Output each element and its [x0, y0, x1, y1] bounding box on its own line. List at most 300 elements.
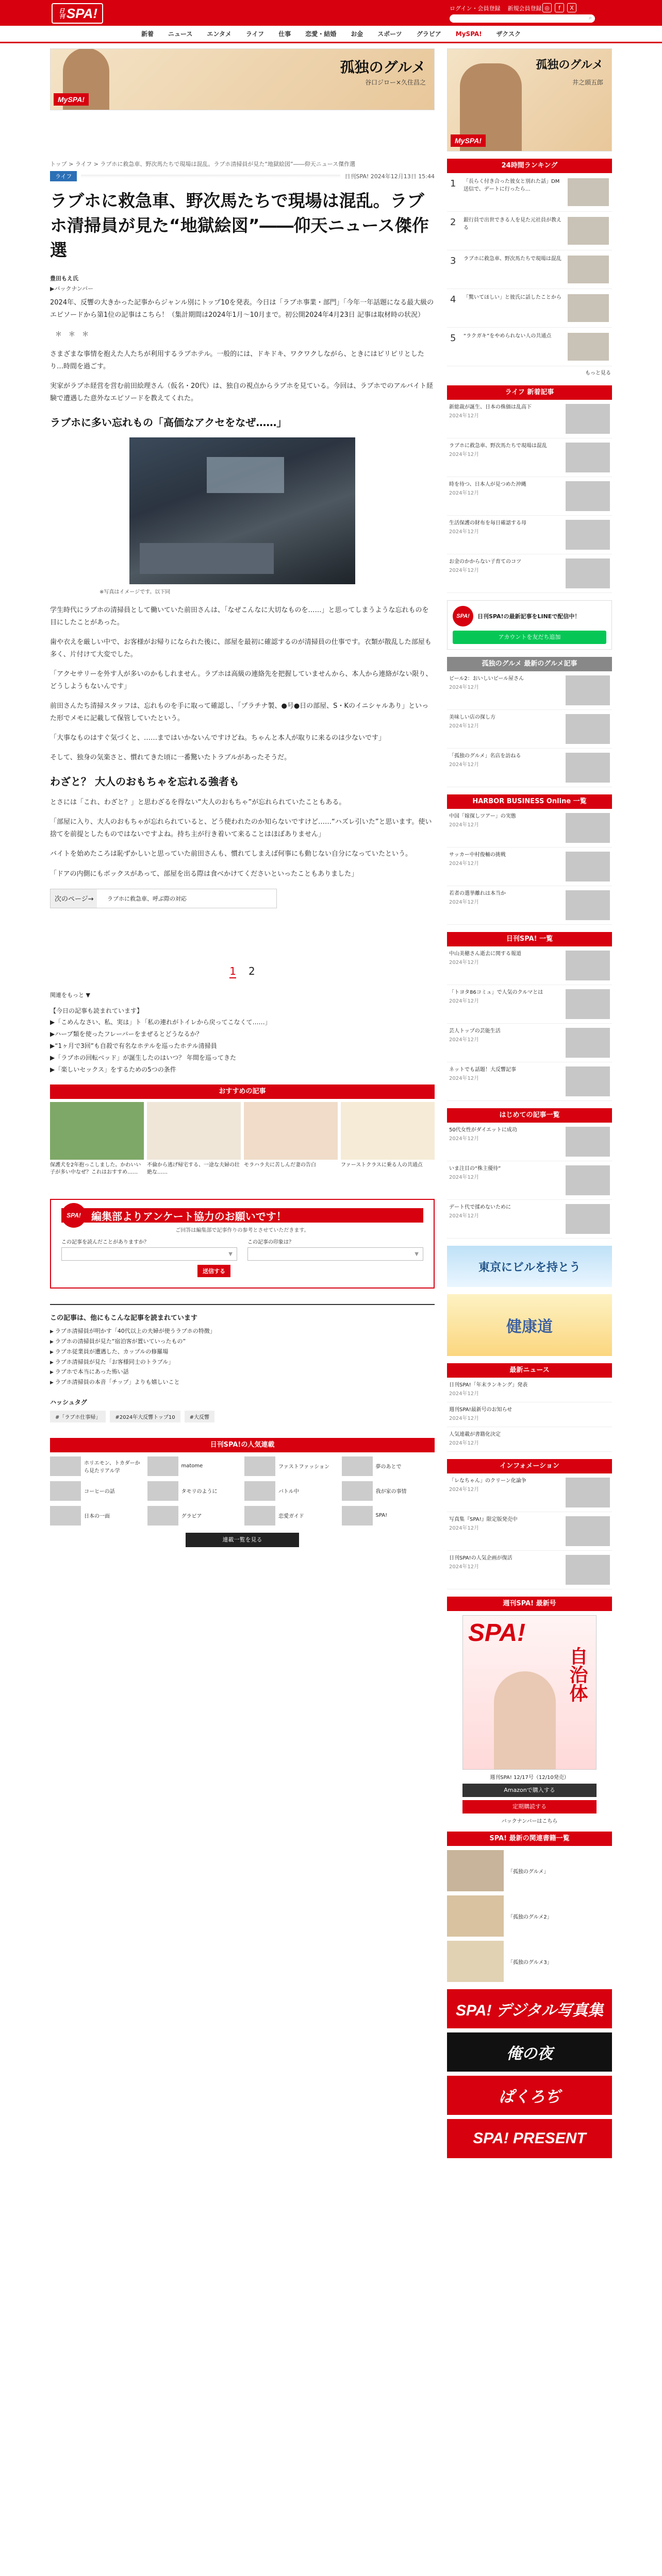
recommend-text: ファーストクラスに乗る人の共通点 [341, 1162, 423, 1168]
cover-person [494, 1671, 556, 1769]
info-item-title: 写真集『SPA!』限定版発売中 [449, 1517, 518, 1522]
ad-text: 健康道 [506, 1318, 553, 1336]
harbor-title: HARBOR BUSINESS Online 一覧 [447, 794, 612, 809]
ranking-item[interactable] [447, 173, 612, 212]
nav-life[interactable]: ライフ [245, 30, 264, 38]
first-item-title: デート代で揉めないために [449, 1205, 511, 1210]
popular-more-button[interactable]: 連載一覧を見る [186, 1533, 299, 1547]
harbor-item-title: 中国「嫁探しツアー」の実態 [449, 814, 516, 819]
book-item[interactable] [447, 1941, 612, 1982]
related-link[interactable]: ▶「ラブホの回転ベッド」が誕生したのはいつ？ 年間を巡ってきた [50, 1054, 237, 1061]
popular-item[interactable] [342, 1481, 435, 1501]
harbor-item-title: 若者の選挙離れは本当か [449, 891, 506, 896]
hot-item-title: ネットでも話題！大反響記事 [449, 1067, 516, 1073]
mag-news-date: 2024年12月 [449, 1440, 479, 1446]
gourmet-thumb [566, 714, 610, 744]
news-date: 2024年12月 [449, 567, 479, 573]
recommend-thumb [50, 1102, 144, 1160]
paragraph: 学生時代にラブホの清掃員として働いていた前田さんは、「なぜこんなに大切なものを……」と思ってしまうような忘れものを目にしたことがあった。 [50, 606, 429, 626]
paragraph: 2024年、反響の大きかった記事からジャンル別にトップ10を発表。今日は「ラブホ事業・部門」「今年一年話題になる最大級のエピソードから第1位の記事はこちら！（集計期間は2024年1月〜10月まで。初公開2024年4月23日 記事は取材時の状況） [50, 298, 434, 319]
category-line [81, 175, 340, 178]
top-banner[interactable] [50, 48, 435, 110]
popular-label: 日本の一面 [84, 1514, 110, 1520]
popular-title: 日刊SPA!の人気連載 [50, 1438, 435, 1452]
info-item[interactable] [447, 1512, 612, 1551]
hot-item[interactable] [447, 1062, 612, 1101]
ranking-title: 24時間ランキング [447, 159, 612, 173]
harbor-date: 2024年12月 [449, 822, 479, 828]
gourmet-date: 2024年12月 [449, 723, 479, 729]
news-date: 2024年12月 [449, 413, 479, 419]
info-item[interactable] [447, 1473, 612, 1512]
gourmet-item-title: 「孤独のグルメ」名店を訪ねる [449, 753, 521, 759]
nav-work[interactable]: 仕事 [278, 30, 291, 38]
gourmet-date: 2024年12月 [449, 761, 479, 768]
rank-thumb [568, 217, 609, 245]
gourmet-box [447, 657, 612, 787]
mag-news-item-title: 週刊SPA!最新号のお知らせ [449, 1407, 512, 1413]
rank-number: 5 [450, 333, 456, 344]
mag-news-title: 最新ニュース [447, 1363, 612, 1378]
rank-number: 2 [450, 217, 456, 228]
hot-date: 2024年12月 [449, 959, 479, 965]
next-label: 次のページ→ [51, 889, 97, 908]
recommend-item[interactable] [147, 1102, 241, 1176]
hot-item[interactable] [447, 985, 612, 1024]
survey-q2-label: この記事の印象は？ [247, 1240, 294, 1246]
recommend-item[interactable] [50, 1102, 144, 1176]
popular-label: SPA! [375, 1513, 388, 1519]
rank-text: 銀行員で出世できる人を見た元社員が教える [464, 217, 561, 231]
survey-q1 [61, 1238, 237, 1261]
logo-text: SPA! [66, 5, 98, 21]
survey-row [61, 1238, 423, 1261]
latest-issue-title: 週刊SPA! 最新号 [447, 1597, 612, 1611]
register-link[interactable]: 新規会員登録 [507, 5, 542, 12]
banner-badge: MySPA! [54, 93, 89, 106]
hashtag[interactable]: #大反響 [185, 1411, 214, 1422]
news-title: お金のかからない子育てのコツ [449, 559, 521, 565]
category-badge[interactable]: ライフ [50, 171, 77, 181]
survey-send-button[interactable]: 送信する [197, 1265, 230, 1277]
rank-thumb [568, 294, 609, 322]
popular-item[interactable] [244, 1456, 338, 1476]
books-title: SPA! 最新の関連書籍一覧 [447, 1832, 612, 1846]
ranking-item[interactable] [447, 250, 612, 289]
mag-news-text [449, 1382, 610, 1398]
new-articles-title: ライフ 新着記事 [447, 385, 612, 400]
nav-new[interactable]: 新着 [141, 30, 154, 38]
section-heading: わざと？ 大人のおもちゃを忘れる強者も [50, 775, 239, 788]
first-box [447, 1108, 612, 1239]
nav-myspa[interactable]: MySPA! [455, 30, 482, 38]
popular-label: ホリエモン、トカダーから見たリアル学 [84, 1460, 140, 1474]
news-text [449, 558, 562, 588]
gourmet-item[interactable] [447, 671, 612, 710]
rank-thumb [568, 333, 609, 361]
first-item-title: 50代女性がダイエットに成功 [449, 1127, 517, 1133]
hot-text [449, 1066, 562, 1096]
mag-news-text [449, 1406, 610, 1422]
popular-item[interactable] [244, 1481, 338, 1501]
related-heading: 【今日の記事も読まれています】 [50, 1007, 143, 1014]
page-1[interactable]: 1 [229, 964, 236, 977]
hot-date: 2024年12月 [449, 998, 479, 1004]
info-date: 2024年12月 [449, 1564, 479, 1570]
harbor-box [447, 794, 612, 925]
rank-number: 1 [450, 178, 456, 189]
first-item[interactable] [447, 1161, 612, 1200]
popular-thumb [244, 1456, 275, 1476]
backnumber-link[interactable]: ▶バックナンバー [50, 285, 94, 292]
book-title: 「孤独のグルメ」 [508, 1869, 549, 1875]
new-articles-box [447, 385, 612, 593]
nav-zakusuku[interactable]: ザクスク [496, 30, 521, 38]
mag-news-item[interactable] [447, 1427, 612, 1452]
popular-item[interactable] [342, 1456, 435, 1476]
info-item[interactable] [447, 1551, 612, 1589]
ranking-box [447, 159, 612, 378]
popular-label: グラビア [181, 1514, 202, 1520]
info-date: 2024年12月 [449, 1525, 479, 1531]
popular-item[interactable] [147, 1506, 241, 1526]
popular-label: 夢のあとで [375, 1464, 402, 1470]
info-thumb [566, 1478, 610, 1507]
amazon-buy-button[interactable]: Amazonで購入する [462, 1784, 597, 1797]
harbor-item[interactable] [447, 848, 612, 886]
news-text [449, 404, 562, 434]
gourmet-item-title: 美味しい店の探し方 [449, 715, 495, 720]
sns-icons [542, 3, 576, 12]
line-logo: SPA! [453, 606, 473, 626]
popular-thumb [147, 1506, 178, 1526]
news-text [449, 520, 562, 550]
hot-thumb [566, 951, 610, 980]
ranking-item[interactable] [447, 328, 612, 366]
photo-caption: ※写真はイメージです。以下同 [100, 589, 171, 595]
recommend-text: モラハラ夫に苦しんだ妻の告白 [244, 1162, 316, 1168]
popular-item[interactable] [244, 1506, 338, 1526]
hot-text [449, 989, 562, 1019]
recommend-item[interactable] [244, 1102, 338, 1176]
popular-thumb [342, 1481, 373, 1501]
popular-thumb [147, 1481, 178, 1501]
recommend-item[interactable] [341, 1102, 435, 1176]
mag-news-item-title: 日刊SPA!「年末ランキング」発表 [449, 1382, 528, 1388]
info-title: インフォメーション [447, 1459, 612, 1473]
ad-block-1[interactable] [447, 1246, 612, 1287]
page-2[interactable]: 2 [249, 964, 255, 977]
article-body-3 [50, 796, 435, 880]
paragraph: 歯や衣えを厳しい中で、お客様がお帰りになられた後に、部屋を最初に確認するのが清掃員の仕事です。衣類が散乱した部屋も多く、片付けて大変でした。 [50, 638, 432, 658]
mag-news-date: 2024年12月 [449, 1415, 479, 1421]
recommend-list [50, 1102, 435, 1176]
article-body-1 [50, 297, 435, 405]
nav-love[interactable]: 恋愛・結婚 [305, 30, 337, 38]
main-column [50, 48, 435, 2158]
news-thumb [566, 443, 610, 472]
info-thumb [566, 1555, 610, 1585]
popular-label: バトル中 [278, 1489, 299, 1495]
hashtags [50, 1398, 435, 1422]
breadcrumb[interactable]: トップ > ライフ > ラブホに救急車、野次馬たちで現場は混乱。ラブホ清掃員が見た“地獄絵図”――仰天ニュース傑作選 [50, 161, 356, 167]
present-banner[interactable]: SPA! PRESENT [447, 2119, 612, 2158]
survey-q2 [247, 1238, 423, 1261]
survey-title: 編集部よりアンケート協力のお願いです！ [91, 1210, 287, 1223]
also-read-item[interactable]: ▶ ラブホの清掃員が見た“宿泊客が置いていったもの” [50, 1336, 435, 1347]
rank-number: 3 [450, 256, 456, 266]
survey-q2-select[interactable]: ▼ [247, 1247, 423, 1261]
site-logo[interactable] [52, 3, 103, 24]
rank-number: 4 [450, 294, 456, 305]
line-box [447, 600, 612, 650]
rank-thumb [568, 178, 609, 206]
mag-news-item[interactable] [447, 1378, 612, 1402]
popular-label: matome [181, 1463, 203, 1469]
cover-copy: 自治体 [567, 1647, 588, 1702]
hashtag[interactable]: #2024年大反響トップ10 [110, 1411, 180, 1422]
popular-label: 我が家の事情 [375, 1489, 407, 1495]
popular-item[interactable] [342, 1506, 435, 1526]
nav-gravure[interactable]: グラビア [416, 30, 441, 38]
related-link[interactable]: ▶“1ヶ月で3回”も自殺で有名なホテルを巡ったホテル清掃員 [50, 1042, 217, 1049]
book-cover [447, 1895, 504, 1937]
next-page-link[interactable] [50, 889, 277, 908]
x-icon[interactable]: X [567, 3, 576, 12]
paragraph: 実家がラブホ経営を営む前田絵理さん（仮名・20代）は、独自の視点からラブホを見ている。今回は、ラブホでのアルバイト経験で遭遇した意外なエピソードを教えてくれた。 [50, 382, 434, 402]
also-read-item[interactable]: ▶ ラブホ清掃員が見た「お客様同士のトラブル」 [50, 1357, 435, 1367]
also-read-box [50, 1304, 435, 1387]
login-link[interactable]: ログイン・会員登録 [450, 5, 501, 12]
info-date: 2024年12月 [449, 1486, 479, 1493]
search-input[interactable] [450, 14, 595, 23]
popular-item[interactable] [50, 1506, 143, 1526]
info-item-title: 日刊SPA!の人気企画が復活 [449, 1555, 512, 1561]
related-toggle[interactable]: 関連をもっと ▼ [50, 991, 90, 998]
popular-thumb [342, 1506, 373, 1526]
harbor-item[interactable] [447, 809, 612, 848]
also-read-item[interactable]: ▶ ラブホ清掃員の本音「チップ」よりも嬉しいこと [50, 1377, 435, 1387]
hashtags-title: ハッシュタグ [50, 1398, 87, 1406]
paragraph: 「部屋に入り、大人のおもちゃが忘れられていると、どう使われたのか知らないですけど……“ハズレ引いた”と思います。使い捨てを前提としたものではないですよね。持ち主が行き着いて来ることはほぼありません」 [50, 818, 432, 839]
hot-text [449, 951, 562, 980]
hot-title: 日刊SPA! 一覧 [447, 932, 612, 946]
recommend-text: 保護犬を2年抱っこしました。かわいい子が多い中なぜ？これはおすすめ…… [50, 1162, 141, 1176]
nav-sports[interactable]: スポーツ [377, 30, 402, 38]
related-link[interactable]: ▶ハーブ類を使ったフレーバーをまぜるとどうなるか？ [50, 1030, 203, 1038]
news-thumb [566, 558, 610, 588]
news-item[interactable] [447, 477, 612, 516]
backnumber-side-link[interactable]: バックナンバーはこちら [501, 1819, 558, 1824]
pagination [50, 965, 435, 978]
mag-news-text [449, 1431, 610, 1447]
hot-item[interactable] [447, 946, 612, 985]
paragraph: さまざまな事情を抱えた人たちが利用するラブホテル。一般的には、ドキドキ、ワクワクしながら、ときにはピリピリとしたり…時間を過ごす。 [50, 350, 424, 370]
side-banner-title: 孤独のグルメ [536, 58, 603, 72]
paragraph: 前田さんたち清掃スタッフは、忘れものを手に取って確認し、「プラチナ製、●号●日の部屋、S・Kのイニシャルあり」といった形でメモに記載して保管していたという。 [50, 702, 429, 723]
survey-q1-select[interactable]: ▼ [61, 1247, 237, 1261]
gourmet-item[interactable] [447, 710, 612, 749]
header-links [450, 4, 541, 12]
harbor-text [449, 890, 562, 920]
paragraph: ＊ ＊ ＊ [55, 330, 89, 338]
photobook-banner[interactable]: SPA! デジタル写真集 [447, 1989, 612, 2028]
gourmet-item[interactable] [447, 749, 612, 787]
popular-thumb [50, 1481, 81, 1501]
popular-grid [50, 1456, 435, 1526]
news-date: 2024年12月 [449, 451, 479, 457]
cover-logo: SPA! [468, 1619, 526, 1647]
hot-item-title: 芸人トップの芸能生活 [449, 1028, 501, 1034]
author-name[interactable]: 豊田もえ氏 [50, 275, 78, 282]
mag-news-box [447, 1363, 612, 1452]
popular-series [50, 1438, 435, 1547]
site-header [0, 0, 662, 26]
logo-small: 日刊 [58, 8, 64, 19]
nav-entame[interactable]: エンタメ [207, 30, 231, 38]
survey-title-row [61, 1208, 423, 1223]
first-date: 2024年12月 [449, 1213, 479, 1219]
ad-block-2[interactable] [447, 1294, 612, 1356]
news-item[interactable] [447, 438, 612, 477]
news-item[interactable] [447, 400, 612, 438]
latest-issue-box [447, 1597, 612, 1824]
first-item-title: いま注目の“株主優待” [449, 1166, 501, 1172]
first-thumb [566, 1127, 610, 1157]
first-item[interactable] [447, 1123, 612, 1161]
line-text-row [453, 606, 606, 626]
banner-title: 孤独のグルメ [340, 59, 426, 76]
instagram-icon[interactable]: ◎ [542, 3, 552, 12]
sidebar [447, 48, 612, 2158]
survey-box [50, 1199, 435, 1289]
line-add-button[interactable]: アカウントを友だち追加 [453, 631, 606, 644]
side-banner-sub: 井之頭五郎 [572, 79, 603, 86]
also-read-item[interactable]: ▶ ラブホで本当にあった怖い話 [50, 1367, 435, 1377]
related-link[interactable]: ▶「楽しいセックス」をするための5つの条件 [50, 1065, 176, 1073]
recommend-thumb [244, 1102, 338, 1160]
popular-thumb [342, 1456, 373, 1476]
news-thumb [566, 404, 610, 434]
first-text [449, 1165, 562, 1195]
harbor-text [449, 813, 562, 843]
popular-thumb [50, 1456, 81, 1476]
subscribe-button[interactable]: 定期購読する [462, 1800, 597, 1814]
magazine-cover[interactable] [462, 1615, 597, 1770]
facebook-icon[interactable]: f [555, 3, 564, 12]
nav-news[interactable]: ニュース [168, 30, 193, 38]
hot-date: 2024年12月 [449, 1075, 479, 1081]
harbor-item[interactable] [447, 886, 612, 925]
paragraph: 「アクセサリーを外す人が多いのかもしれません。ラブホは高級の連絡先を把握していませんから、本人から連絡がない限り、どうしようもないんです」 [50, 670, 433, 691]
harbor-thumb [566, 813, 610, 843]
pakurochi-banner[interactable]: ぱくろぢ [447, 2076, 612, 2115]
first-text [449, 1127, 562, 1157]
news-title: 時を待つ、日本人が見つめた沖縄 [449, 482, 526, 487]
gourmet-date: 2024年12月 [449, 684, 479, 690]
popular-item[interactable] [50, 1481, 143, 1501]
ranking-item[interactable] [447, 289, 612, 328]
harbor-thumb [566, 852, 610, 882]
ad-text: 東京にビルを持とう [478, 1261, 581, 1274]
hot-box [447, 932, 612, 1101]
popular-label: ファストファッション [278, 1464, 330, 1470]
line-text: 日刊SPA!の最新記事をLINEで配信中！ [477, 613, 581, 620]
also-read-item[interactable]: ▶ ラブホ従業員が遭遇した、カップルの修羅場 [50, 1347, 435, 1357]
book-cover [447, 1850, 504, 1891]
paragraph: とさには「これ、わざと？」と思わざるを得ない“大人のおもちゃ”が忘れられていたこともある。 [50, 799, 346, 807]
gourmet-text [449, 675, 562, 705]
category-bar [50, 171, 435, 181]
paragraph: 「ドアの内側にもボックスがあって、部屋を出る際は食べかけてくださいといったこともありました」 [50, 870, 358, 878]
news-item[interactable] [447, 554, 612, 593]
popular-item[interactable] [50, 1456, 143, 1476]
popular-thumb [50, 1506, 81, 1526]
harbor-date: 2024年12月 [449, 860, 479, 867]
book-title: 「孤独のグルメ2」 [508, 1914, 552, 1920]
first-date: 2024年12月 [449, 1136, 479, 1142]
mag-news-item[interactable] [447, 1402, 612, 1427]
harbor-thumb [566, 890, 610, 920]
hashtag[interactable]: #「ラブホ仕事帰」 [50, 1411, 106, 1422]
hashtag-list [50, 1411, 435, 1422]
info-item-title: 「レなちゃん」のクリーン化論争 [449, 1478, 526, 1484]
news-text [449, 443, 562, 472]
news-title: 生活保護の財布を毎日確認する母 [449, 520, 526, 526]
article-title: ラブホに救急車、野次馬たちで現場は混乱。ラブホ清掃員が見た“地獄絵図”――仰天ニュース傑作選 [50, 191, 429, 260]
first-item[interactable] [447, 1200, 612, 1239]
book-item[interactable] [447, 1850, 612, 1891]
book-title: 「孤独のグルメ3」 [508, 1959, 552, 1965]
rank-thumb [568, 256, 609, 283]
hot-date: 2024年12月 [449, 1037, 479, 1043]
news-date: 2024年12月 [449, 529, 479, 535]
books-box [447, 1832, 612, 1982]
hot-thumb [566, 989, 610, 1019]
also-read-item[interactable]: ▶ ラブホ清掃員が明かす「40代以上の夫婦が使うラブホの特徴」 [50, 1326, 435, 1336]
first-date: 2024年12月 [449, 1174, 479, 1180]
side-banner-badge: MySPA! [451, 134, 486, 147]
popular-label: 恋愛ガイド [278, 1514, 304, 1520]
content-wrap [50, 43, 612, 2158]
ranking-item[interactable] [447, 212, 612, 250]
book-item[interactable] [447, 1895, 612, 1937]
popular-thumb [147, 1456, 178, 1476]
news-item[interactable] [447, 516, 612, 554]
also-read-title: この記事は、他にもこんな記事を読まれています [50, 1314, 198, 1323]
side-banner[interactable] [447, 48, 612, 151]
popular-item[interactable] [147, 1481, 241, 1501]
mag-news-date: 2024年12月 [449, 1391, 479, 1397]
rank-text: 「驚いてほしい」と彼氏に話したことから [464, 295, 561, 300]
search-icon[interactable]: ⌕ [588, 14, 592, 21]
rank-text: ラブホに救急車、野次馬たちで現場は混乱 [464, 256, 561, 262]
survey-logo: SPA! [61, 1203, 86, 1228]
nav-money[interactable]: お金 [351, 30, 363, 38]
section-heading: ラブホに多い忘れもの「高価なアクセをなぜ……」 [50, 416, 287, 429]
ore-no-yoru-banner[interactable]: 俺の夜 [447, 2032, 612, 2072]
related-link[interactable]: ▶「こめんなさい、私、実は」ト「私の連れがトイレから戻ってこなくて……」 [50, 1019, 271, 1026]
ranking-more-link[interactable]: もっと見る [585, 370, 611, 376]
news-title: 新総裁が誕生、日本の株価は乱高下 [449, 404, 532, 410]
photo-window [207, 457, 284, 493]
hot-thumb [566, 1028, 610, 1058]
popular-item[interactable] [147, 1456, 241, 1476]
hot-item[interactable] [447, 1024, 612, 1062]
next-title: ラブホに救急車、呼ぶ際の対応 [107, 895, 187, 902]
info-box [447, 1459, 612, 1589]
popular-label: コーヒーの話 [84, 1489, 115, 1495]
